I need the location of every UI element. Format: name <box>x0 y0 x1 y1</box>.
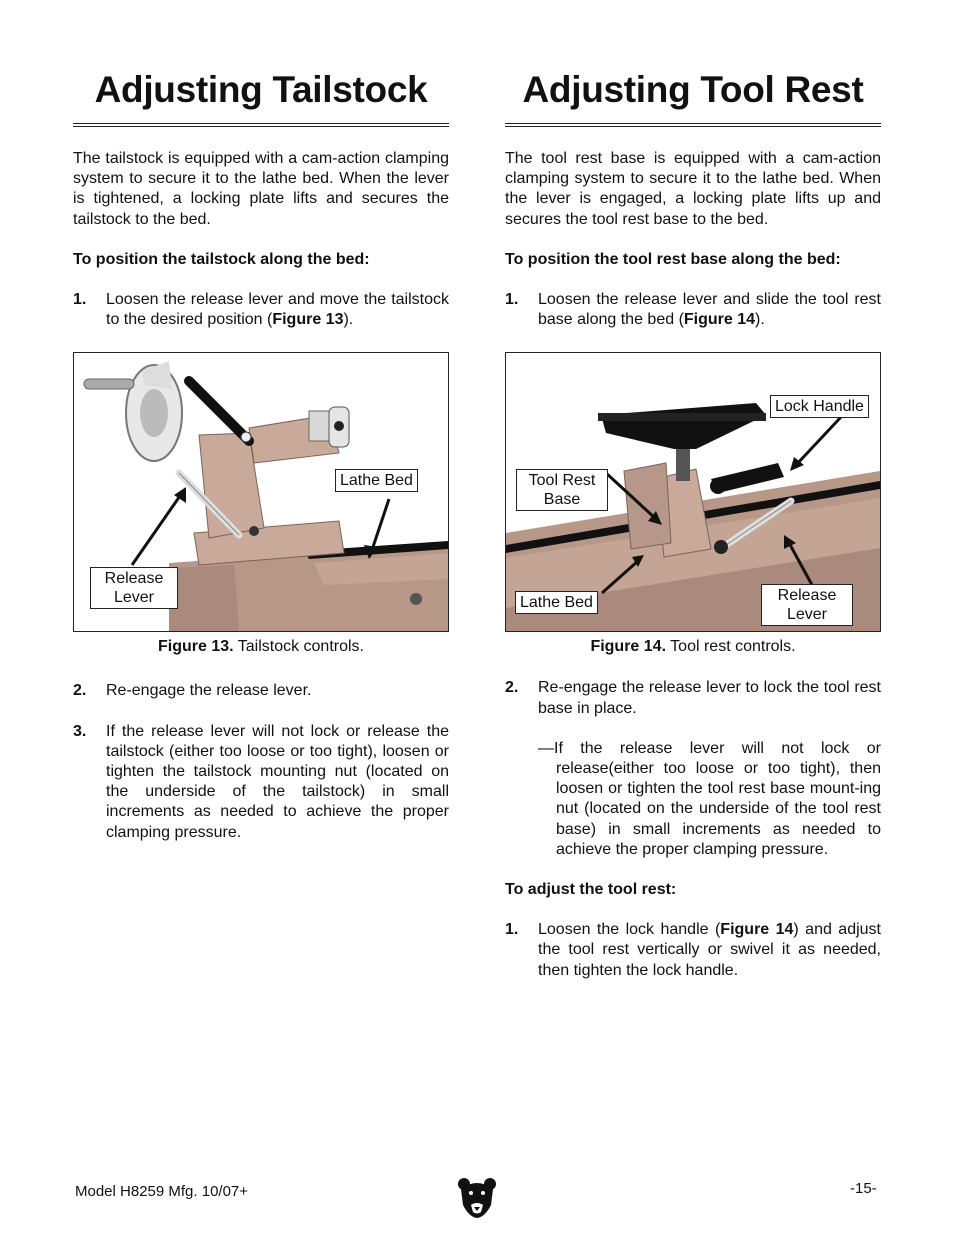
step-number: 2. <box>505 679 519 697</box>
lathe-bed-label: Lathe Bed <box>515 591 598 614</box>
step-text: Re-engage the release lever. <box>106 682 312 700</box>
tailstock-step-1 <box>73 290 449 330</box>
figure-reference: Figure 13 <box>272 311 344 329</box>
tailstock-step-3 <box>73 722 449 843</box>
tailstock-step-2 <box>73 681 449 701</box>
tool-rest-adjust-subheading: To adjust the tool rest: <box>505 881 677 899</box>
left-column <box>73 60 449 843</box>
tool-rest-base-label: Tool Rest Base <box>516 469 608 511</box>
figure-reference: Figure 14 <box>683 311 756 329</box>
tailstock-heading: Adjusting Tailstock <box>94 69 428 110</box>
heading-rule <box>505 123 881 127</box>
lock-handle-label: Lock Handle <box>770 395 869 418</box>
bear-logo-icon <box>457 1175 497 1219</box>
step-text: Loosen the release lever and move the tailstock to the desired position (Figure 13). <box>106 291 449 329</box>
release-lever-label: Release Lever <box>761 584 853 626</box>
step-number: 1. <box>505 921 519 939</box>
right-column <box>505 60 881 981</box>
tool-rest-subheading: To position the tool rest base along the bed: <box>505 250 841 268</box>
heading-rule <box>73 123 449 127</box>
tool-rest-step-2 <box>505 678 881 718</box>
figure-reference: Figure 14 <box>720 921 794 939</box>
tailstock-intro: The tailstock is equipped with a cam-action clamping system to secure it to the lathe bed. When the lever is tightened, a locking plate lifts and secures the tailstock to the bed. <box>73 150 449 228</box>
tool-rest-adjust-step-1 <box>505 920 881 981</box>
tool-rest-heading: Adjusting Tool Rest <box>522 69 864 110</box>
step-number: 1. <box>73 291 87 309</box>
page-number: -15- <box>850 1180 877 1197</box>
step-number: 1. <box>505 291 519 309</box>
figure-14 <box>505 352 881 632</box>
lathe-bed-label: Lathe Bed <box>335 469 418 492</box>
tool-rest-step-1 <box>505 290 881 330</box>
step-text: Re-engage the release lever to lock the tool rest base in place. <box>538 679 881 717</box>
step-text: If the release lever will not lock or release the tailstock (either too loose or too tight), loosen or tighten the tailstock mounting nut (located on the underside of the tailstock) in small increments as needed to achieve the proper clamping pressure. <box>106 722 449 841</box>
figure-13 <box>73 352 449 632</box>
release-lever-label: Release Lever <box>90 567 178 609</box>
tool-rest-note: —If the release lever will not lock or release(either too loose or too tight), then loosen or tighten the tool rest base mount-ing nut (located on the underside of the tool rest base) in small increments as needed to achieve the proper clamping pressure. <box>538 739 881 858</box>
figure-13-caption: Figure 13. Tailstock controls. <box>158 638 364 656</box>
step-number: 3. <box>73 722 87 740</box>
footer-model: Model H8259 Mfg. 10/07+ <box>75 1183 249 1200</box>
step-number: 2. <box>73 682 87 700</box>
tailstock-subheading: To position the tailstock along the bed: <box>73 250 370 268</box>
step-text: Loosen the release lever and slide the tool rest base along the bed (Figure 14). <box>538 291 881 329</box>
tool-rest-intro: The tool rest base is equipped with a cam-action clamping system to secure it to the lathe bed. When the lever is engaged, a locking plate lifts up and secures the tool rest base to the bed. <box>505 150 881 228</box>
step-text: Loosen the lock handle (Figure 14) and adjust the tool rest vertically or swivel it as needed, then tighten the lock handle. <box>538 921 882 979</box>
figure-14-caption: Figure 14. Tool rest controls. <box>590 638 796 656</box>
